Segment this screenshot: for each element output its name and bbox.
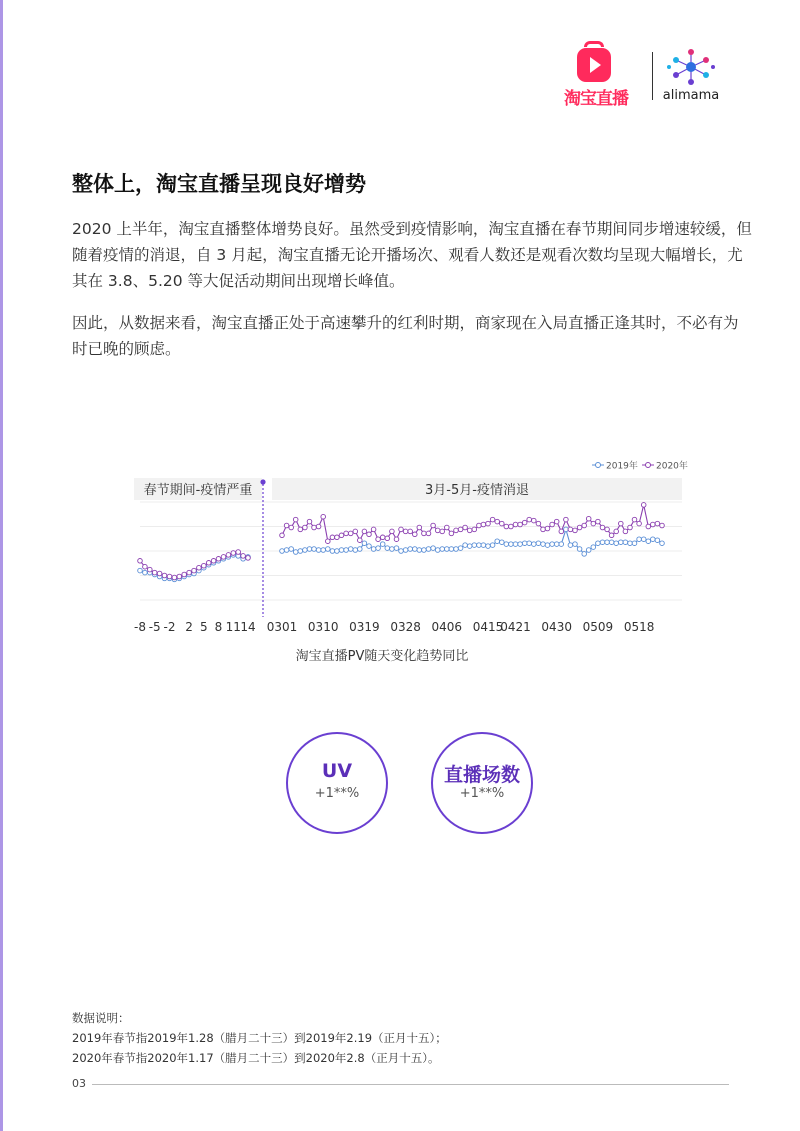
spring-x-tick-5: 8 bbox=[214, 620, 223, 634]
marchmay-point-1-22 bbox=[380, 535, 385, 540]
pv-trend-chart bbox=[122, 452, 694, 680]
marchmay-point-1-62 bbox=[564, 517, 569, 522]
marchmay-point-1-2 bbox=[289, 525, 294, 530]
marchmay-point-1-64 bbox=[573, 528, 578, 533]
notes-line-2019: 2019年春节指2019年1.28（腊月二十三）到2019年2.19（正月十五）； bbox=[72, 1031, 447, 1045]
marchmay-point-1-20 bbox=[371, 527, 376, 532]
marchmay-point-0-19 bbox=[367, 544, 372, 549]
footer-rule bbox=[92, 1084, 729, 1085]
marchmay-point-1-26 bbox=[399, 527, 404, 532]
marchmay-point-1-48 bbox=[500, 521, 505, 526]
spring-point-1-21 bbox=[241, 554, 246, 559]
marchmay-point-1-73 bbox=[614, 529, 619, 534]
marchmay-x-tick-3: 0328 bbox=[390, 620, 421, 634]
marchmay-point-0-28 bbox=[408, 547, 413, 552]
spring-point-1-0 bbox=[138, 559, 143, 564]
spring-x-tick-1: -5 bbox=[148, 620, 161, 634]
alimama-logo bbox=[660, 48, 722, 106]
marchmay-point-0-25 bbox=[394, 546, 399, 551]
spring-x-tick-7: 14 bbox=[240, 620, 256, 634]
marchmay-point-1-4 bbox=[298, 527, 303, 532]
marchmay-point-1-0 bbox=[280, 533, 285, 538]
marchmay-point-0-48 bbox=[500, 540, 505, 545]
spring-point-1-8 bbox=[177, 574, 182, 579]
taobao-live-logo bbox=[560, 48, 640, 109]
marchmay-point-0-29 bbox=[413, 547, 418, 552]
marchmay-point-1-74 bbox=[619, 521, 624, 526]
marchmay-point-0-42 bbox=[472, 543, 477, 548]
marchmay-point-1-65 bbox=[577, 525, 582, 530]
taobao-live-logo-text: 淘宝直播 bbox=[564, 89, 628, 109]
marchmay-point-0-80 bbox=[646, 539, 651, 544]
marchmay-point-1-9 bbox=[321, 514, 326, 519]
marchmay-point-1-13 bbox=[339, 533, 344, 538]
marchmay-point-0-2 bbox=[289, 547, 294, 552]
marchmay-point-0-20 bbox=[371, 547, 376, 552]
marchmay-point-0-3 bbox=[293, 550, 298, 555]
marchmay-point-1-18 bbox=[362, 529, 367, 534]
marchmay-point-1-27 bbox=[403, 529, 408, 534]
legend-swatch-marker-1 bbox=[646, 463, 651, 468]
legend-entry-1: 2020年 bbox=[656, 461, 688, 472]
spring-point-1-14 bbox=[206, 561, 211, 566]
marchmay-point-1-17 bbox=[358, 538, 363, 543]
marchmay-point-0-60 bbox=[554, 542, 559, 547]
uv-stat-label: UV bbox=[321, 760, 353, 782]
marchmay-point-0-47 bbox=[495, 539, 500, 544]
marchmay-point-0-76 bbox=[628, 541, 633, 546]
spring-point-1-16 bbox=[216, 557, 221, 562]
marchmay-point-0-10 bbox=[326, 547, 331, 552]
marchmay-point-0-45 bbox=[486, 544, 491, 549]
spring-point-1-18 bbox=[226, 553, 231, 558]
marchmay-point-1-25 bbox=[394, 537, 399, 542]
spring-point-1-9 bbox=[182, 572, 187, 577]
marchmay-point-1-30 bbox=[417, 525, 422, 530]
spring-point-1-15 bbox=[211, 559, 216, 564]
section-label-0: 春节期间-疫情严重 bbox=[143, 483, 253, 498]
marchmay-point-0-55 bbox=[532, 542, 537, 547]
sessions-stat-label: 直播场数 bbox=[443, 764, 520, 786]
uv-stat-value: +1**% bbox=[314, 786, 360, 801]
marchmay-point-1-19 bbox=[367, 532, 372, 537]
sessions-stat-circle bbox=[431, 732, 533, 834]
spring-x-tick-4: 5 bbox=[199, 620, 208, 634]
marchmay-point-0-38 bbox=[454, 547, 459, 552]
data-notes bbox=[72, 1008, 447, 1068]
spring-point-1-17 bbox=[221, 555, 226, 560]
marchmay-point-0-4 bbox=[298, 549, 303, 554]
spring-point-1-3 bbox=[152, 570, 157, 575]
marchmay-point-1-67 bbox=[586, 516, 591, 521]
marchmay-point-1-61 bbox=[559, 529, 564, 534]
marchmay-point-0-24 bbox=[390, 547, 395, 552]
left-accent-rule bbox=[0, 0, 3, 1131]
marchmay-point-0-17 bbox=[358, 547, 363, 552]
paragraph-growth: 2020 上半年，淘宝直播整体增势良好。虽然受到疫情影响，淘宝直播在春节期间同步增速较缓，但随着疫情的消退，自 3 月起，淘宝直播无论开播场次、观看人数还是观看次数均呈现大幅增长，尤其在 3.8、5.20 等大促活动期间出现增长峰值。 bbox=[72, 220, 752, 290]
marchmay-point-0-61 bbox=[559, 542, 564, 547]
marchmay-point-1-43 bbox=[477, 523, 482, 528]
marchmay-point-0-54 bbox=[527, 541, 532, 546]
marchmay-point-0-65 bbox=[577, 547, 582, 552]
spring-x-tick-6: 11 bbox=[225, 620, 241, 634]
marchmay-point-0-50 bbox=[509, 542, 514, 547]
marchmay-point-0-8 bbox=[316, 548, 321, 553]
marchmay-point-0-46 bbox=[490, 543, 495, 548]
marchmay-point-0-16 bbox=[353, 548, 358, 553]
spring-point-0-0 bbox=[138, 568, 143, 573]
marchmay-point-1-51 bbox=[513, 522, 518, 527]
spring-point-1-22 bbox=[246, 556, 251, 561]
marchmay-point-1-16 bbox=[353, 529, 358, 534]
section-divider-dot bbox=[260, 479, 265, 484]
marchmay-point-0-53 bbox=[522, 541, 527, 546]
marchmay-point-0-12 bbox=[335, 549, 340, 554]
marchmay-point-0-1 bbox=[284, 548, 289, 553]
marchmay-point-1-38 bbox=[454, 528, 459, 533]
marchmay-point-0-11 bbox=[330, 549, 335, 554]
marchmay-point-0-64 bbox=[573, 542, 578, 547]
marchmay-point-1-44 bbox=[481, 522, 486, 527]
marchmay-point-0-72 bbox=[609, 540, 614, 545]
marchmay-point-0-49 bbox=[504, 542, 509, 547]
marchmay-point-1-5 bbox=[303, 525, 308, 530]
marchmay-point-1-58 bbox=[545, 526, 550, 531]
marchmay-point-0-23 bbox=[385, 546, 390, 551]
notes-heading: 数据说明： bbox=[72, 1011, 130, 1025]
marchmay-point-1-80 bbox=[646, 524, 651, 529]
spring-point-1-2 bbox=[148, 567, 153, 572]
marchmay-point-1-56 bbox=[536, 521, 541, 526]
marchmay-point-1-66 bbox=[582, 523, 587, 528]
marchmay-point-1-3 bbox=[293, 517, 298, 522]
marchmay-point-1-34 bbox=[435, 528, 440, 533]
marchmay-point-0-5 bbox=[303, 548, 308, 553]
marchmay-point-1-82 bbox=[655, 521, 660, 526]
marchmay-point-0-73 bbox=[614, 541, 619, 546]
marchmay-point-0-52 bbox=[518, 542, 523, 547]
sessions-stat-value: +1**% bbox=[459, 786, 505, 801]
marchmay-x-tick-9: 0518 bbox=[623, 620, 655, 634]
page-title: 整体上，淘宝直播呈现良好增势 bbox=[72, 172, 366, 196]
marchmay-point-1-53 bbox=[522, 520, 527, 525]
page-number: 03 bbox=[72, 1077, 86, 1090]
marchmay-point-0-32 bbox=[426, 547, 431, 552]
marchmay-point-1-79 bbox=[641, 503, 646, 508]
spring-point-1-1 bbox=[143, 564, 148, 569]
marchmay-point-1-54 bbox=[527, 517, 532, 522]
marchmay-point-1-50 bbox=[509, 524, 514, 529]
marchmay-point-1-31 bbox=[422, 531, 427, 536]
marchmay-point-1-33 bbox=[431, 523, 436, 528]
marchmay-point-0-39 bbox=[458, 546, 463, 551]
marchmay-x-tick-6: 0421 bbox=[500, 620, 531, 634]
marchmay-point-1-52 bbox=[518, 522, 523, 527]
marchmay-point-0-7 bbox=[312, 547, 317, 552]
marchmay-point-0-63 bbox=[568, 543, 573, 548]
marchmay-x-tick-2: 0319 bbox=[349, 620, 380, 634]
marchmay-point-0-66 bbox=[582, 552, 587, 557]
marchmay-point-1-15 bbox=[348, 531, 353, 536]
marchmay-x-tick-0: 0301 bbox=[266, 620, 298, 634]
marchmay-point-1-40 bbox=[463, 525, 468, 530]
spring-point-1-7 bbox=[172, 575, 177, 580]
marchmay-point-1-35 bbox=[440, 529, 445, 534]
paragraph-conclusion: 因此，从数据来看，淘宝直播正处于高速攀升的红利时期，商家现在入局直播正逢其时，不必有为时已晚的顾虑。 bbox=[72, 314, 739, 358]
marchmay-point-1-6 bbox=[307, 519, 312, 524]
spring-point-1-13 bbox=[202, 563, 207, 568]
marchmay-point-0-74 bbox=[619, 540, 624, 545]
marchmay-point-0-51 bbox=[513, 542, 518, 547]
spring-point-0-1 bbox=[143, 570, 148, 575]
marchmay-point-0-83 bbox=[660, 541, 665, 546]
spring-point-1-6 bbox=[167, 574, 172, 579]
marchmay-point-1-68 bbox=[591, 521, 596, 526]
legend-entry-0: 2019年 bbox=[606, 461, 638, 472]
marchmay-point-0-9 bbox=[321, 548, 326, 553]
marchmay-point-1-12 bbox=[335, 535, 340, 540]
marchmay-point-0-57 bbox=[541, 542, 546, 547]
uv-stat-circle bbox=[286, 732, 388, 834]
marchmay-point-0-36 bbox=[445, 547, 450, 552]
marchmay-point-1-10 bbox=[326, 539, 331, 544]
marchmay-point-1-7 bbox=[312, 525, 317, 530]
marchmay-point-1-24 bbox=[390, 529, 395, 534]
marchmay-point-0-0 bbox=[280, 549, 285, 554]
marchmay-point-0-31 bbox=[422, 548, 427, 553]
chart-title: 淘宝直播PV随天变化趋势同比 bbox=[295, 649, 469, 664]
section-label-1: 3月-5月-疫情消退 bbox=[425, 483, 529, 498]
marchmay-point-0-69 bbox=[596, 541, 601, 546]
marchmay-point-1-47 bbox=[495, 519, 500, 524]
marchmay-point-1-21 bbox=[376, 537, 381, 542]
logo-divider bbox=[652, 52, 653, 100]
marchmay-point-0-26 bbox=[399, 549, 404, 554]
marchmay-point-1-39 bbox=[458, 527, 463, 532]
marchmay-point-1-71 bbox=[605, 527, 610, 532]
marchmay-point-0-75 bbox=[623, 540, 628, 545]
marchmay-point-1-69 bbox=[596, 519, 601, 524]
spring-x-tick-2: -2 bbox=[163, 620, 176, 634]
marchmay-point-1-1 bbox=[284, 523, 289, 528]
marchmay-point-1-55 bbox=[532, 518, 537, 523]
spring-point-1-4 bbox=[157, 571, 162, 576]
marchmay-point-0-30 bbox=[417, 548, 422, 553]
spring-point-1-12 bbox=[197, 565, 202, 570]
marchmay-point-0-14 bbox=[344, 548, 349, 553]
marchmay-point-0-81 bbox=[651, 537, 656, 542]
marchmay-point-1-28 bbox=[408, 529, 413, 534]
marchmay-point-0-68 bbox=[591, 545, 596, 550]
spring-point-1-20 bbox=[236, 550, 241, 555]
marchmay-point-1-14 bbox=[344, 531, 349, 536]
marchmay-point-0-6 bbox=[307, 547, 312, 552]
marchmay-point-1-42 bbox=[472, 527, 477, 532]
marchmay-point-0-15 bbox=[348, 547, 353, 552]
marchmay-point-1-32 bbox=[426, 531, 431, 536]
marchmay-point-0-27 bbox=[403, 548, 408, 553]
network-dots-icon bbox=[666, 48, 716, 86]
marchmay-point-1-81 bbox=[651, 522, 656, 527]
legend-swatch-marker-0 bbox=[596, 463, 601, 468]
marchmay-point-0-56 bbox=[536, 541, 541, 546]
marchmay-point-0-79 bbox=[641, 537, 646, 542]
marchmay-point-0-77 bbox=[632, 541, 637, 546]
spring-x-tick-3: 2 bbox=[185, 620, 193, 634]
marchmay-point-0-44 bbox=[481, 543, 486, 548]
marchmay-point-1-63 bbox=[568, 527, 573, 532]
marchmay-point-0-41 bbox=[467, 544, 472, 549]
marchmay-point-0-40 bbox=[463, 543, 468, 548]
play-tv-icon bbox=[577, 48, 611, 82]
marchmay-point-0-62 bbox=[564, 527, 569, 532]
marchmay-point-1-72 bbox=[609, 533, 614, 538]
marchmay-x-tick-7: 0430 bbox=[541, 620, 572, 634]
marchmay-point-0-37 bbox=[449, 547, 454, 552]
marchmay-point-1-49 bbox=[504, 524, 509, 529]
spring-x-tick-0: -8 bbox=[134, 620, 146, 634]
marchmay-point-1-70 bbox=[600, 525, 605, 530]
marchmay-point-0-58 bbox=[545, 543, 550, 548]
spring-point-1-10 bbox=[187, 570, 192, 575]
marchmay-point-0-34 bbox=[435, 548, 440, 553]
marchmay-point-0-33 bbox=[431, 546, 436, 551]
marchmay-x-tick-5: 0415 bbox=[472, 620, 504, 634]
marchmay-point-0-71 bbox=[605, 540, 610, 545]
marchmay-point-0-82 bbox=[655, 538, 660, 543]
marchmay-point-1-77 bbox=[632, 517, 637, 522]
marchmay-point-1-45 bbox=[486, 521, 491, 526]
marchmay-point-0-67 bbox=[586, 548, 591, 553]
marchmay-point-1-29 bbox=[413, 532, 418, 537]
marchmay-point-1-78 bbox=[637, 521, 642, 526]
marchmay-point-1-83 bbox=[660, 523, 665, 528]
marchmay-point-1-59 bbox=[550, 522, 555, 527]
marchmay-point-1-8 bbox=[316, 524, 321, 529]
marchmay-point-1-75 bbox=[623, 529, 628, 534]
marchmay-point-1-60 bbox=[554, 519, 559, 524]
spring-point-1-11 bbox=[192, 568, 197, 573]
marchmay-point-1-76 bbox=[628, 525, 633, 530]
marchmay-point-0-35 bbox=[440, 547, 445, 552]
marchmay-point-1-23 bbox=[385, 536, 390, 541]
marchmay-point-1-37 bbox=[449, 531, 454, 536]
marchmay-point-0-59 bbox=[550, 542, 555, 547]
marchmay-point-1-46 bbox=[490, 517, 495, 522]
alimama-logo-text: alimama bbox=[662, 88, 720, 103]
spring-point-1-5 bbox=[162, 573, 167, 578]
spring-point-1-19 bbox=[231, 551, 236, 556]
marchmay-x-tick-1: 0310 bbox=[307, 620, 339, 634]
marchmay-point-0-70 bbox=[600, 540, 605, 545]
marchmay-x-tick-4: 0406 bbox=[431, 620, 463, 634]
marchmay-point-1-57 bbox=[541, 527, 546, 532]
marchmay-point-0-22 bbox=[380, 542, 385, 547]
marchmay-point-0-78 bbox=[637, 537, 642, 542]
marchmay-x-tick-8: 0509 bbox=[582, 620, 614, 634]
notes-line-2020: 2020年春节指2020年1.17（腊月二十三）到2020年2.8（正月十五）。 bbox=[72, 1051, 440, 1065]
marchmay-point-1-11 bbox=[330, 535, 335, 540]
marchmay-point-0-21 bbox=[376, 546, 381, 551]
marchmay-point-0-13 bbox=[339, 548, 344, 553]
marchmay-point-1-41 bbox=[467, 528, 472, 533]
marchmay-point-0-43 bbox=[477, 543, 482, 548]
marchmay-point-0-18 bbox=[362, 541, 367, 546]
marchmay-point-1-36 bbox=[445, 525, 450, 530]
